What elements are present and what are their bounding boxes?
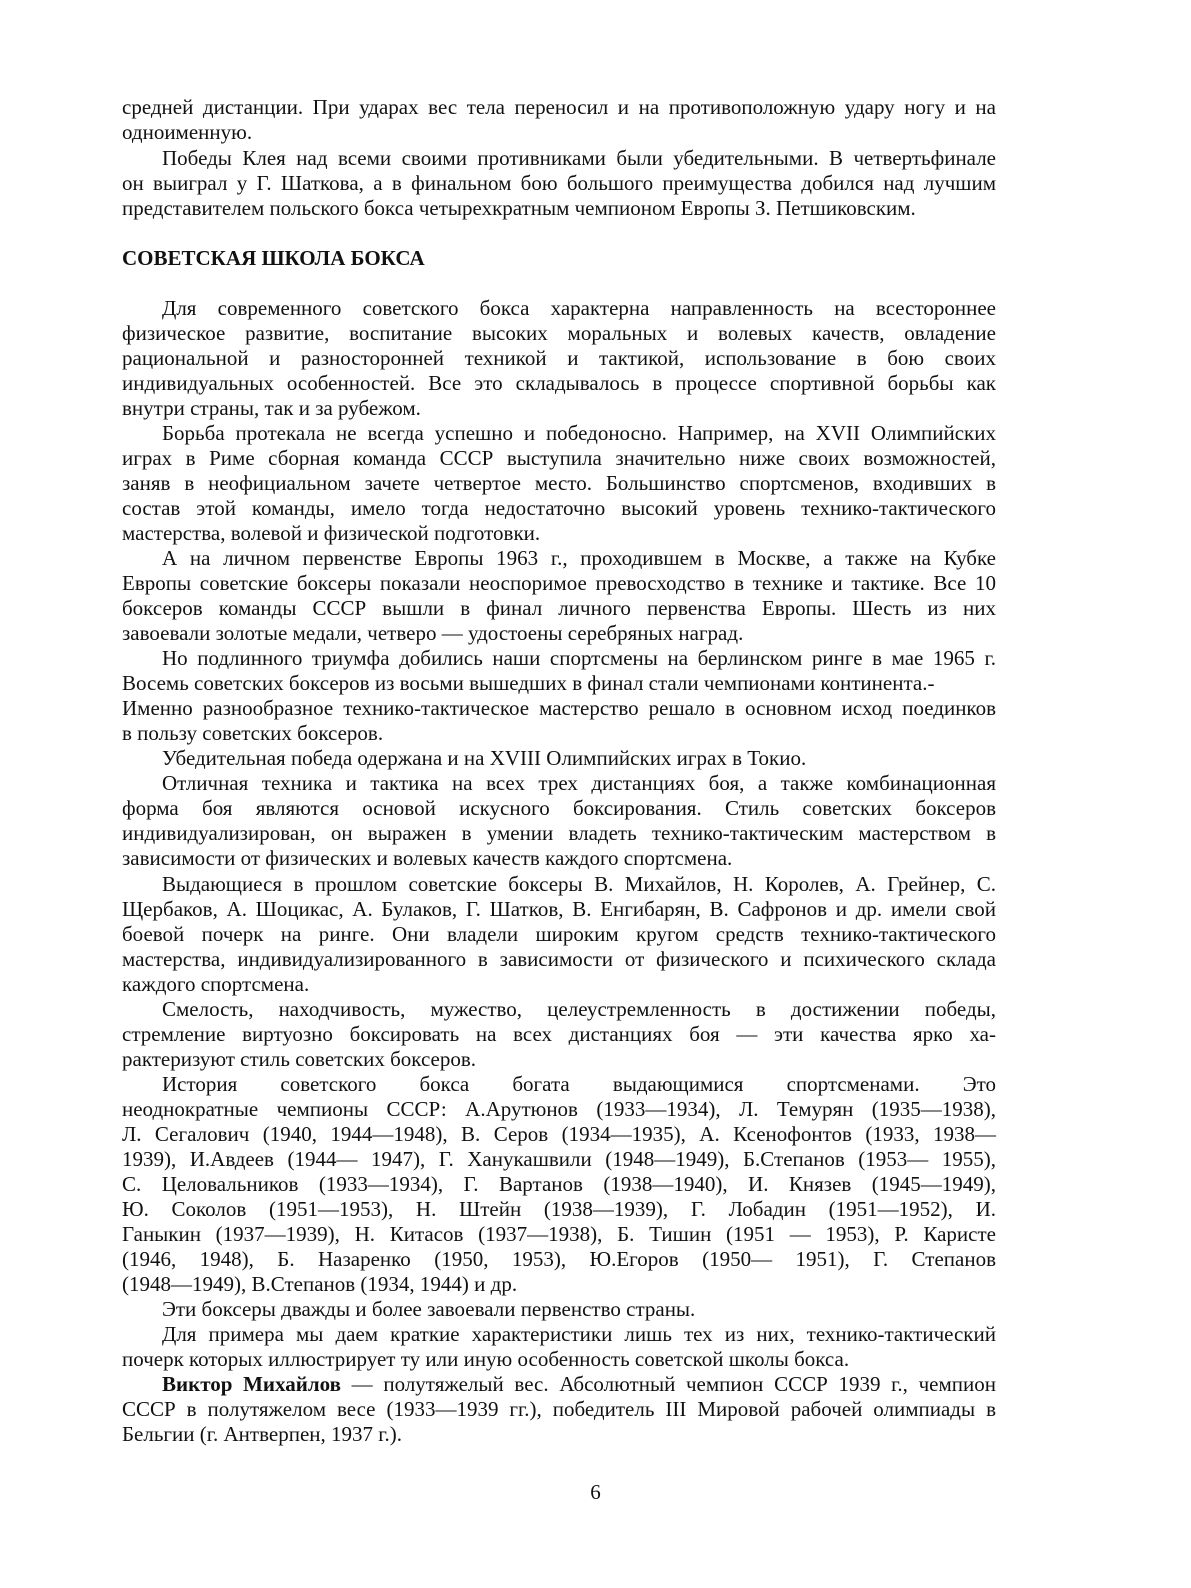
text-line: каждого спортсмена.	[122, 972, 310, 996]
text-line: стремление виртуозно боксировать на всех дистанциях боя — эти качества ярко ха-	[122, 1022, 996, 1046]
text-line: одноименную.	[122, 120, 253, 144]
text-line: Ю. Соколов (1951—1953), Н. Штейн (1938—1939), Г. Лобадин (1951—1952), И.	[122, 1197, 996, 1221]
text-line	[162, 1372, 996, 1396]
text-line: индивидуализирован, он выражен в умении владеть технико-тактическим мастерством в	[122, 821, 996, 845]
text-line: Бельгии (г. Антверпен, 1937 г.).	[122, 1422, 402, 1446]
text-line: состав этой команды, имело тогда недостаточно высокий уровень технико-тактического	[122, 496, 996, 520]
text-line: 1939), И.Авдеев (1944— 1947), Г. Ханукашвили (1948—1949), Б.Степанов (1953— 1955),	[122, 1147, 996, 1171]
text-line: Восемь советских боксеров из восьми вышедших в финал стали чемпионами континента.-	[122, 671, 935, 695]
text-line: Смелость, находчивость, мужество, целеустремленность в достижении победы,	[162, 997, 996, 1021]
text-line: мастерства, индивидуализированного в зависимости от физического и психического склада	[122, 947, 996, 971]
text-line: рактеризуют стиль советских боксеров.	[122, 1047, 477, 1071]
text-line: Щербаков, А. Шоцикас, А. Булаков, Г. Шатков, В. Енгибарян, В. Сафронов и др. имели свой	[122, 897, 996, 921]
text-line: С. Целовальников (1933—1934), Г. Вартанов (1938—1940), И. Князев (1945—1949),	[122, 1172, 996, 1196]
text-line: зависимости от физических и волевых качеств каждого спортсмена.	[122, 846, 733, 870]
text-line: Именно разнообразное технико-тактическое мастерство решало в основном исход поединков	[122, 696, 996, 720]
text-line: Отличная техника и тактика на всех трех дистанциях боя, а также комбинационная	[162, 771, 996, 795]
person-name: Виктор Михайлов	[162, 1372, 341, 1396]
text-line: А на личном первенстве Европы 1963 г., проходившем в Москве, а также на Кубке	[162, 546, 996, 570]
text-line: рациональной и разносторонней техникой и тактикой, использование в бою своих	[122, 346, 996, 370]
text-line: Для современного советского бокса характерна направленность на всестороннее	[162, 296, 996, 320]
text-line: Для примера мы даем краткие характеристики лишь тех из них, технико-тактический	[162, 1322, 996, 1346]
text-span: — полутяжелый вес. Абсолютный чемпион СССР 1939 г., чемпион	[340, 1372, 996, 1396]
text-line: внутри страны, так и за рубежом.	[122, 396, 421, 420]
text-line: заняв в неофициальном зачете четвертое место. Большинство спортсменов, входивших в	[122, 471, 996, 495]
text-line: Ганыкин (1937—1939), Н. Китасов (1937—1938), Б. Тишин (1951 — 1953), Р. Каристе	[122, 1222, 996, 1246]
section-heading: СОВЕТСКАЯ ШКОЛА БОКСА	[122, 246, 425, 270]
text-line: завоевали золотые медали, четверо — удостоены серебряных наград.	[122, 621, 744, 645]
text-line: представителем польского бокса четырехкратным чемпионом Европы З. Петшиковским.	[122, 196, 916, 220]
text-line: неоднократные чемпионы СССР: А.Арутюнов (1933—1934), Л. Темурян (1935—1938),	[122, 1097, 996, 1121]
page-number: 6	[590, 1480, 601, 1504]
text-line: Выдающиеся в прошлом советские боксеры В. Михайлов, Н. Королев, А. Грейнер, С.	[162, 872, 996, 896]
text-line: История советского бокса богата выдающимися спортсменами. Это	[162, 1072, 996, 1096]
text-line: (1948—1949), В.Степанов (1934, 1944) и др.	[122, 1272, 518, 1296]
text-line: мастерства, волевой и физической подготовки.	[122, 521, 541, 545]
text-line: Но подлинного триумфа добились наши спортсмены на берлинском ринге в мае 1965 г.	[162, 646, 996, 670]
text-line: играх в Риме сборная команда СССР выступила значительно ниже своих возможностей,	[122, 446, 996, 470]
text-line: (1946, 1948), Б. Назаренко (1950, 1953), Ю.Егоров (1950— 1951), Г. Степанов	[122, 1247, 996, 1271]
text-line: физическое развитие, воспитание высоких моральных и волевых качеств, овладение	[122, 321, 996, 345]
text-line: форма боя являются основой искусного боксирования. Стиль советских боксеров	[122, 796, 996, 820]
text-line: Эти боксеры дважды и более завоевали первенство страны.	[162, 1297, 696, 1321]
text-line: он выиграл у Г. Шаткова, а в финальном бою большого преимущества добился над лучшим	[122, 171, 996, 195]
text-line: индивидуальных особенностей. Все это складывалось в процессе спортивной борьбы как	[122, 371, 996, 395]
text-line: Европы советские боксеры показали неоспоримое превосходство в технике и тактике. Все 10	[122, 571, 996, 595]
text-line: средней дистанции. При ударах вес тела переносил и на противоположную удару ногу и на	[122, 95, 996, 119]
text-line: Убедительная победа одержана и на XVIII Олимпийских играх в Токио.	[162, 746, 807, 770]
text-line: Л. Сегалович (1940, 1944—1948), В. Серов (1934—1935), А. Ксенофонтов (1933, 1938—	[122, 1122, 996, 1146]
text-line: Борьба протекала не всегда успешно и победоносно. Например, на XVII Олимпийских	[162, 421, 996, 445]
text-line: Победы Клея над всеми своими противниками были убедительными. В четвертьфинале	[162, 146, 996, 170]
text-line: боевой почерк на ринге. Они владели широким кругом средств технико-тактического	[122, 922, 996, 946]
text-line: почерк которых иллюстрирует ту или иную особенность советской школы бокса.	[122, 1347, 850, 1371]
text-line: боксеров команды СССР вышли в финал личного первенства Европы. Шесть из них	[122, 596, 996, 620]
text-line: в пользу советских боксеров.	[122, 721, 384, 745]
text-line: СССР в полутяжелом весе (1933—1939 гг.), победитель III Мировой рабочей олимпиады в	[122, 1397, 996, 1421]
